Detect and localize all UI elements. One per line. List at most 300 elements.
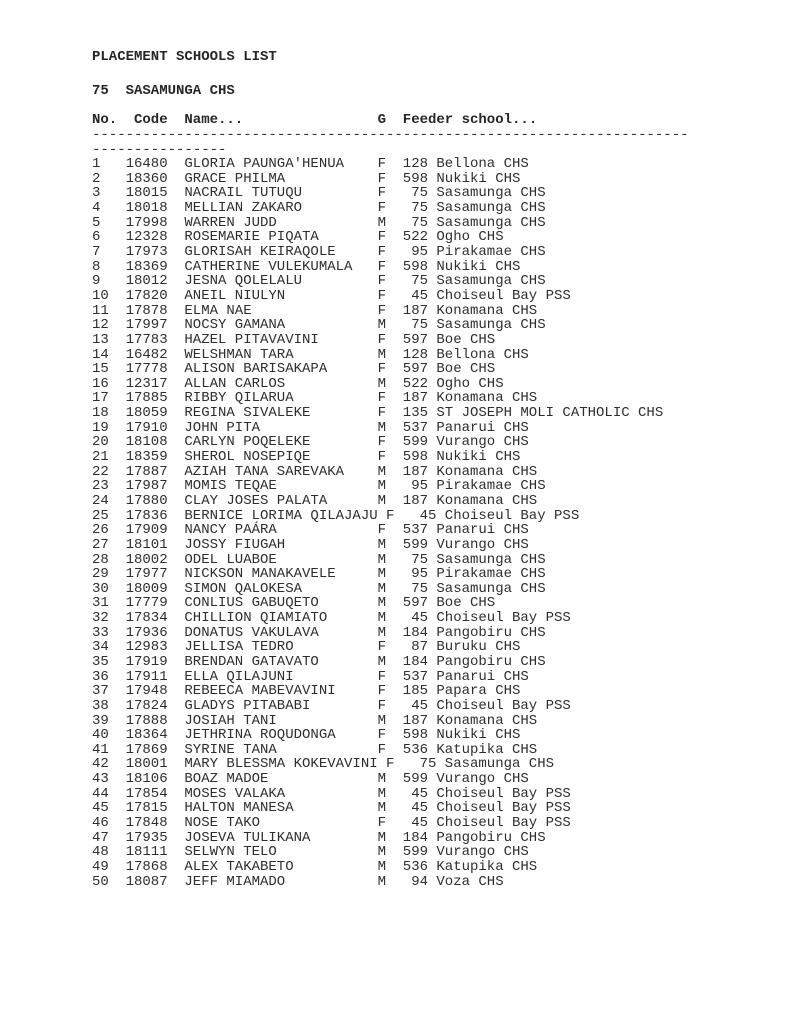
feeder-school-name: Choiseul Bay PSS <box>436 800 571 817</box>
table-row <box>92 172 771 187</box>
table-row <box>92 157 771 172</box>
student-code: 16480 <box>125 156 168 173</box>
feeder-school-name: Sasamunga CHS <box>436 200 546 217</box>
header-gender: G <box>377 112 387 129</box>
feeder-school-name: Nukiki CHS <box>436 170 521 187</box>
student-gender: F <box>377 727 387 744</box>
table-row <box>92 640 771 655</box>
table-row <box>92 801 771 816</box>
student-gender: M <box>377 829 387 846</box>
feeder-school-name: Sasamunga CHS <box>444 756 555 773</box>
feeder-school-name: Choiseul Bay PSS <box>436 287 571 304</box>
table-row <box>92 523 771 538</box>
table-row <box>92 421 771 436</box>
student-gender: M <box>377 492 387 509</box>
table-row <box>92 831 771 846</box>
student-code: 17911 <box>125 668 168 685</box>
student-gender: F <box>377 200 387 217</box>
feeder-school-name: Boe CHS <box>436 595 496 612</box>
student-name: AZIAH TANA SAREVAKA <box>184 463 345 480</box>
table-row <box>92 816 771 831</box>
table-row <box>92 845 771 860</box>
feeder-school-name: Sasamunga CHS <box>436 185 546 202</box>
feeder-school-name: Pirakamae CHS <box>436 244 546 261</box>
student-gender: M <box>377 595 387 612</box>
student-gender: M <box>377 580 387 597</box>
student-no: 12 <box>92 317 109 334</box>
table-row <box>92 391 771 406</box>
student-no: 3 <box>92 185 101 202</box>
table-row <box>92 787 771 802</box>
student-gender: F <box>377 522 387 539</box>
student-name: WARREN JUDD <box>184 214 277 231</box>
student-gender: F <box>377 170 387 187</box>
feeder-school-code: 45 <box>411 697 428 714</box>
student-code: 17997 <box>125 317 168 334</box>
student-gender: F <box>377 258 387 275</box>
student-name: JOSIAH TANI <box>184 712 277 729</box>
student-name: JETHRINA ROQUDONGA <box>184 727 336 744</box>
feeder-school-name: Konamana CHS <box>436 463 538 480</box>
table-header-row <box>92 113 771 128</box>
student-code: 17973 <box>125 244 168 261</box>
student-no: 40 <box>92 727 109 744</box>
student-name: ALEX TAKABETO <box>184 858 294 875</box>
feeder-school-code: 598 <box>402 170 429 187</box>
student-no: 23 <box>92 478 109 495</box>
student-name: REGINA SIVALEKE <box>184 405 311 422</box>
feeder-school-code: 187 <box>402 390 429 407</box>
student-no: 25 <box>92 507 109 524</box>
feeder-school-code: 187 <box>402 463 429 480</box>
student-gender: F <box>377 668 387 685</box>
student-code: 17854 <box>125 785 168 802</box>
feeder-school-code: 536 <box>402 741 429 758</box>
student-code: 17779 <box>125 595 168 612</box>
feeder-school-code: 75 <box>411 317 428 334</box>
student-no: 31 <box>92 595 109 612</box>
table-row <box>92 450 771 465</box>
table-row <box>92 260 771 275</box>
table-row <box>92 655 771 670</box>
separator-line-1: ----------------------------------------------------------------------- <box>92 126 689 143</box>
table-row <box>92 216 771 231</box>
table-row <box>92 201 771 216</box>
feeder-school-name: ST JOSEPH MOLI CATHOLIC CHS <box>436 405 664 422</box>
table-row <box>92 743 771 758</box>
student-no: 18 <box>92 405 109 422</box>
feeder-school-code: 45 <box>411 785 428 802</box>
feeder-school-code: 95 <box>411 566 428 583</box>
student-name: ANEIL NIULYN <box>184 287 286 304</box>
student-code: 17998 <box>125 214 168 231</box>
feeder-school-code: 598 <box>402 449 429 466</box>
school-name: SASAMUNGA CHS <box>125 82 235 99</box>
student-no: 43 <box>92 771 109 788</box>
student-code: 17987 <box>125 478 168 495</box>
student-gender: F <box>377 331 387 348</box>
student-no: 35 <box>92 653 109 670</box>
student-gender: M <box>377 536 387 553</box>
student-no: 9 <box>92 273 101 290</box>
feeder-school-name: Bellona CHS <box>436 346 529 363</box>
student-no: 5 <box>92 214 101 231</box>
student-no: 20 <box>92 434 109 451</box>
feeder-school-code: 75 <box>411 200 428 217</box>
student-code: 17936 <box>125 624 168 641</box>
student-code: 17977 <box>125 566 168 583</box>
feeder-school-code: 75 <box>411 551 428 568</box>
student-code: 17935 <box>125 829 168 846</box>
feeder-school-code: 599 <box>402 434 429 451</box>
feeder-school-code: 537 <box>402 522 429 539</box>
student-name: GLADYS PITABABI <box>184 697 311 714</box>
student-name: ALISON BARISAKAPA <box>184 361 328 378</box>
student-code: 18009 <box>125 580 168 597</box>
student-no: 11 <box>92 302 109 319</box>
table-row <box>92 362 771 377</box>
table-row <box>92 714 771 729</box>
student-no: 27 <box>92 536 109 553</box>
feeder-school-name: Sasamunga CHS <box>436 317 546 334</box>
student-no: 19 <box>92 419 109 436</box>
feeder-school-code: 522 <box>402 375 429 392</box>
student-name: NANCY PAÁRA <box>184 522 277 539</box>
student-name: BRENDAN GATAVATO <box>184 653 319 670</box>
student-no: 21 <box>92 449 109 466</box>
table-row <box>92 274 771 289</box>
table-row <box>92 230 771 245</box>
feeder-school-name: Boe CHS <box>436 361 496 378</box>
student-gender: F <box>377 273 387 290</box>
feeder-school-code: 537 <box>402 419 429 436</box>
table-row <box>92 406 771 421</box>
feeder-school-name: Sasamunga CHS <box>436 214 546 231</box>
feeder-school-code: 599 <box>402 536 429 553</box>
student-gender: M <box>377 858 387 875</box>
feeder-school-code: 187 <box>402 712 429 729</box>
student-name: NICKSON MANAKAVELE <box>184 566 336 583</box>
student-code: 17836 <box>125 507 168 524</box>
student-no: 36 <box>92 668 109 685</box>
feeder-school-code: 598 <box>402 258 429 275</box>
feeder-school-code: 597 <box>402 595 429 612</box>
student-name: JOSEVA TULIKANA <box>184 829 311 846</box>
student-gender: M <box>377 346 387 363</box>
student-code: 18012 <box>125 273 168 290</box>
feeder-school-name: Pangobiru CHS <box>436 653 546 670</box>
student-no: 7 <box>92 244 101 261</box>
feeder-school-name: Choiseul Bay PSS <box>436 815 571 832</box>
student-code: 18111 <box>125 844 168 861</box>
table-row <box>92 875 771 890</box>
student-gender: F <box>377 405 387 422</box>
student-name: HALTON MANESA <box>184 800 294 817</box>
feeder-school-name: Bellona CHS <box>436 156 529 173</box>
student-code: 17880 <box>125 492 168 509</box>
student-gender: F <box>377 697 387 714</box>
student-no: 30 <box>92 580 109 597</box>
student-gender: F <box>377 156 387 173</box>
student-name: CLAY JOSES PALATA <box>184 492 328 509</box>
header-no: No. <box>92 112 118 129</box>
feeder-school-name: Katupika CHS <box>436 858 538 875</box>
feeder-school-code: 75 <box>411 185 428 202</box>
feeder-school-code: 184 <box>402 624 429 641</box>
student-name: GLORIA PAUNGA'HENUA <box>184 156 345 173</box>
table-row <box>92 465 771 480</box>
student-name: ALLAN CARLOS <box>184 375 286 392</box>
student-gender: F <box>377 361 387 378</box>
feeder-school-name: Pirakamae CHS <box>436 478 546 495</box>
table-row <box>92 377 771 392</box>
student-name: ROSEMARIE PIQATA <box>184 229 319 246</box>
student-code: 18001 <box>125 756 168 773</box>
student-gender: F <box>377 815 387 832</box>
student-name: SHEROL NOSEPIQE <box>184 449 311 466</box>
feeder-school-code: 45 <box>411 287 428 304</box>
student-gender: M <box>377 214 387 231</box>
student-no: 46 <box>92 815 109 832</box>
feeder-school-name: Sasamunga CHS <box>436 580 546 597</box>
student-no: 22 <box>92 463 109 480</box>
school-code: 75 <box>92 82 109 99</box>
student-no: 50 <box>92 873 109 890</box>
table-row <box>92 757 771 772</box>
feeder-school-code: 597 <box>402 361 429 378</box>
student-gender: F <box>377 287 387 304</box>
feeder-school-code: 522 <box>402 229 429 246</box>
student-name: GRACE PHILMA <box>184 170 286 187</box>
student-gender: F <box>377 244 387 261</box>
table-row <box>92 494 771 509</box>
student-gender: M <box>377 800 387 817</box>
table-row <box>92 860 771 875</box>
feeder-school-code: 599 <box>402 844 429 861</box>
student-no: 13 <box>92 331 109 348</box>
student-gender: M <box>377 375 387 392</box>
student-gender: F <box>377 741 387 758</box>
feeder-school-code: 599 <box>402 771 429 788</box>
student-code: 17824 <box>125 697 168 714</box>
student-name: MOMIS TEQAE <box>184 478 277 495</box>
feeder-school-code: 598 <box>402 727 429 744</box>
student-code: 18359 <box>125 449 168 466</box>
student-code: 18018 <box>125 200 168 217</box>
student-gender: M <box>377 844 387 861</box>
header-feeder-school: Feeder school... <box>402 112 538 129</box>
student-code: 12983 <box>125 639 168 656</box>
student-code: 17888 <box>125 712 168 729</box>
table-row <box>92 582 771 597</box>
student-code: 18101 <box>125 536 168 553</box>
student-gender: F <box>377 302 387 319</box>
student-no: 1 <box>92 156 101 173</box>
student-name: GLORISAH KEIRAQOLE <box>184 244 336 261</box>
table-row <box>92 538 771 553</box>
feeder-school-name: Choiseul Bay PSS <box>444 507 580 524</box>
student-gender: M <box>377 610 387 627</box>
feeder-school-code: 537 <box>402 668 429 685</box>
student-name: MOSES VALAKA <box>184 785 286 802</box>
student-no: 39 <box>92 712 109 729</box>
feeder-school-code: 87 <box>411 639 428 656</box>
student-name: JOSSY FIUGAH <box>184 536 286 553</box>
student-no: 37 <box>92 683 109 700</box>
feeder-school-name: Panarui CHS <box>436 668 529 685</box>
feeder-school-name: Konamana CHS <box>436 390 538 407</box>
student-name: ELMA NAE <box>184 302 252 319</box>
feeder-school-name: Pirakamae CHS <box>436 566 546 583</box>
student-no: 34 <box>92 639 109 656</box>
student-no: 41 <box>92 741 109 758</box>
feeder-school-name: Konamana CHS <box>436 302 538 319</box>
student-gender: M <box>377 463 387 480</box>
feeder-school-name: Papara CHS <box>436 683 521 700</box>
student-code: 18106 <box>125 771 168 788</box>
student-list <box>92 157 771 889</box>
student-code: 12317 <box>125 375 168 392</box>
student-gender: M <box>377 419 387 436</box>
student-code: 17848 <box>125 815 168 832</box>
student-gender: F <box>386 507 395 524</box>
feeder-school-code: 45 <box>419 507 437 524</box>
student-gender: M <box>377 551 387 568</box>
student-name: SIMON QALOKESA <box>184 580 303 597</box>
student-code: 17783 <box>125 331 168 348</box>
feeder-school-name: Panarui CHS <box>436 522 529 539</box>
student-no: 16 <box>92 375 109 392</box>
student-gender: M <box>377 566 387 583</box>
student-name: SYRINE TANA <box>184 741 277 758</box>
table-row <box>92 596 771 611</box>
student-name: JOHN PITA <box>184 419 261 436</box>
table-row <box>92 435 771 450</box>
student-name: DONATUS VAKULAVA <box>184 624 319 641</box>
student-name: ELLA QILAJUNI <box>184 668 294 685</box>
student-code: 18108 <box>125 434 168 451</box>
feeder-school-name: Nukiki CHS <box>436 258 521 275</box>
feeder-school-code: 128 <box>402 156 429 173</box>
student-no: 32 <box>92 610 109 627</box>
student-gender: M <box>377 785 387 802</box>
student-no: 44 <box>92 785 109 802</box>
feeder-school-name: Vurango CHS <box>436 771 529 788</box>
student-code: 17815 <box>125 800 168 817</box>
feeder-school-code: 75 <box>411 273 428 290</box>
student-name: CATHERINE VULEKUMALA <box>184 258 353 275</box>
table-row <box>92 611 771 626</box>
student-code: 18087 <box>125 873 168 890</box>
student-code: 17887 <box>125 463 168 480</box>
student-gender: M <box>377 873 387 890</box>
student-no: 33 <box>92 624 109 641</box>
feeder-school-name: Voza CHS <box>436 873 504 890</box>
feeder-school-code: 184 <box>402 653 429 670</box>
student-name: CONLIUS GABUQETO <box>184 595 319 612</box>
feeder-school-code: 536 <box>402 858 429 875</box>
feeder-school-name: Choiseul Bay PSS <box>436 785 571 802</box>
student-no: 2 <box>92 170 101 187</box>
student-no: 15 <box>92 361 109 378</box>
feeder-school-code: 75 <box>419 756 437 773</box>
table-row <box>92 289 771 304</box>
feeder-school-name: Vurango CHS <box>436 844 529 861</box>
student-code: 17910 <box>125 419 168 436</box>
student-code: 17820 <box>125 287 168 304</box>
feeder-school-name: Nukiki CHS <box>436 449 521 466</box>
feeder-school-name: Ogho CHS <box>436 229 504 246</box>
student-code: 18002 <box>125 551 168 568</box>
feeder-school-code: 187 <box>402 492 429 509</box>
table-row <box>92 304 771 319</box>
feeder-school-name: Pangobiru CHS <box>436 829 546 846</box>
student-code: 18364 <box>125 727 168 744</box>
student-no: 4 <box>92 200 101 217</box>
student-gender: F <box>386 756 395 773</box>
feeder-school-name: Sasamunga CHS <box>436 273 546 290</box>
feeder-school-code: 187 <box>402 302 429 319</box>
student-name: JEFF MIAMADO <box>184 873 286 890</box>
student-gender: M <box>377 712 387 729</box>
feeder-school-code: 94 <box>411 873 428 890</box>
feeder-school-code: 45 <box>411 815 428 832</box>
table-row <box>92 670 771 685</box>
student-no: 14 <box>92 346 109 363</box>
student-name: MARY BLESSMA KOKEVAVINI <box>184 756 378 773</box>
student-name: MELLIAN ZAKARO <box>184 200 303 217</box>
table-row <box>92 245 771 260</box>
feeder-school-name: Vurango CHS <box>436 536 529 553</box>
feeder-school-code: 185 <box>402 683 429 700</box>
student-name: JESNA QOLELALU <box>184 273 303 290</box>
student-code: 17885 <box>125 390 168 407</box>
table-row <box>92 186 771 201</box>
feeder-school-code: 75 <box>411 214 428 231</box>
table-row <box>92 699 771 714</box>
separator-line-2: ---------------- <box>92 141 227 158</box>
student-no: 17 <box>92 390 109 407</box>
student-name: BOAZ MADOE <box>184 771 269 788</box>
student-name: RIBBY QILARUA <box>184 390 294 407</box>
feeder-school-code: 45 <box>411 800 428 817</box>
student-no: 48 <box>92 844 109 861</box>
student-name: REBEECA MABEVAVINI <box>184 683 336 700</box>
header-name: Name... <box>184 112 244 129</box>
student-code: 17909 <box>125 522 168 539</box>
feeder-school-code: 184 <box>402 829 429 846</box>
student-gender: F <box>377 434 387 451</box>
student-code: 18360 <box>125 170 168 187</box>
student-gender: M <box>377 317 387 334</box>
feeder-school-name: Panarui CHS <box>436 419 529 436</box>
feeder-school-name: Buruku CHS <box>436 639 521 656</box>
student-code: 17878 <box>125 302 168 319</box>
student-code: 17834 <box>125 610 168 627</box>
feeder-school-name: Ogho CHS <box>436 375 504 392</box>
feeder-school-name: Boe CHS <box>436 331 496 348</box>
page-title: PLACEMENT SCHOOLS LIST <box>92 49 277 65</box>
student-code: 17778 <box>125 361 168 378</box>
student-no: 29 <box>92 566 109 583</box>
feeder-school-code: 75 <box>411 580 428 597</box>
student-code: 18059 <box>125 405 168 422</box>
student-name: CARLYN POQELEKE <box>184 434 311 451</box>
table-row <box>92 479 771 494</box>
student-code: 17869 <box>125 741 168 758</box>
feeder-school-name: Choiseul Bay PSS <box>436 610 571 627</box>
student-code: 18015 <box>125 185 168 202</box>
